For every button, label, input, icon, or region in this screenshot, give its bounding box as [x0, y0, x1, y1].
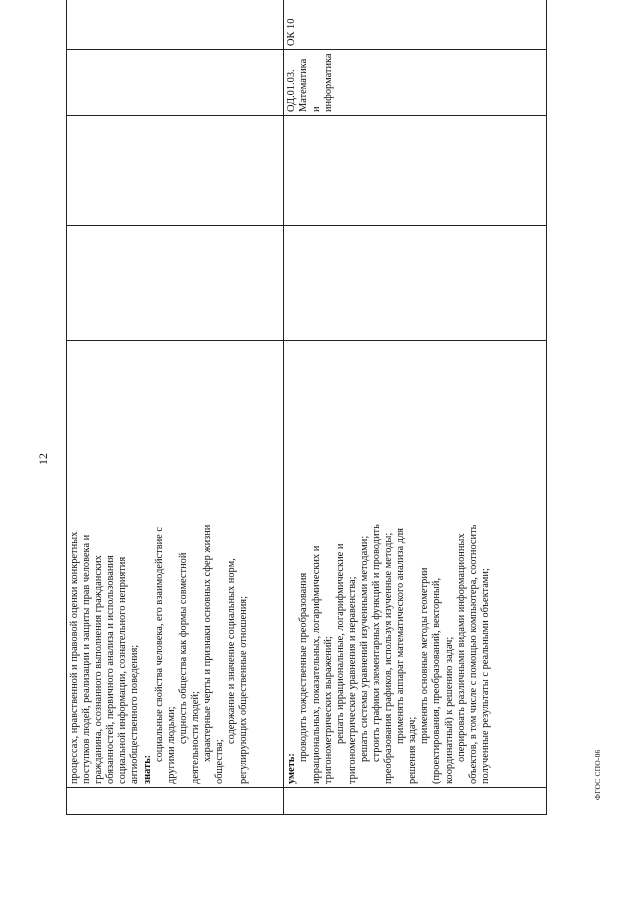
text-line: объектов, в том числе с помощью компьютера, соотносить	[467, 524, 479, 784]
content-cell-top	[67, 341, 284, 788]
text-line: гражданина, осознанного выполнения гражданских	[93, 555, 105, 784]
table-row	[284, 0, 547, 815]
text-line: проводить тождественные преобразования	[298, 572, 310, 762]
text-line: иррациональных, показательных, логарифмических и	[310, 545, 322, 784]
footer-standard: ФГОС СПО-06	[593, 749, 602, 800]
text-line: тригонометрических выражений;	[322, 636, 334, 784]
text-line: оперировать различными видами информационных	[455, 533, 467, 762]
text-line: решения задач;	[407, 716, 419, 784]
text-line: координатный) к решению задач;	[443, 636, 455, 784]
empty-cell	[67, 50, 284, 116]
text-line: деятельности людей;	[189, 691, 201, 784]
empty-cell	[284, 116, 547, 226]
text-line: регулирующих общественные отношения;	[238, 596, 250, 784]
text-line: применять аппарат математического анализа для	[395, 528, 407, 744]
text-line: обязанностей, первичного анализа и использования	[105, 555, 117, 784]
competency-table	[66, 0, 547, 815]
text-line: (проектирования, преобразований, векторный,	[431, 577, 443, 784]
text-line: сущность общества как формы совместной	[177, 552, 189, 744]
empty-cell	[67, 116, 284, 226]
text-line: социальной информации, сознательного неприятия	[117, 556, 129, 784]
table-row	[67, 0, 284, 815]
text-line: применять основные методы геометрии	[419, 567, 431, 744]
discipline-cell: ОД.01.03. Математика и информатика	[284, 50, 547, 116]
empty-cell	[284, 788, 547, 815]
competence-cell: ОК 10	[284, 0, 547, 50]
content-cell-bottom	[284, 341, 547, 788]
text-line: уметь:	[286, 753, 298, 784]
text-line: общества;	[214, 739, 226, 784]
text-line: процессах, нравственной и правовой оценки конкретных	[69, 531, 80, 784]
text-line: антиобщественного поведения;	[129, 644, 141, 784]
text-line: решать иррациональные, логарифмические и	[334, 543, 346, 744]
empty-cell	[67, 0, 284, 50]
text-line: преобразования графиков, используя изученные методы;	[383, 532, 395, 784]
empty-cell	[67, 788, 284, 815]
text-line: полученные результаты с реальными объектами;	[479, 568, 491, 784]
empty-cell	[284, 226, 547, 341]
text-line: характерные черты и признаки основных сфер жизни	[202, 524, 214, 762]
text-line: содержание и значение социальных норм,	[226, 558, 238, 744]
text-line: решать системы уравнений изученными методами;	[358, 535, 370, 762]
text-line: социальные свойства человека, его взаимодействие с	[153, 527, 165, 762]
page-number: 12	[36, 453, 50, 465]
text-line: строить графики элементарных функций и проводить	[370, 524, 382, 762]
text-line: знать:	[141, 754, 153, 784]
text-line: поступков людей, реализации и защиты прав человека и	[81, 534, 93, 784]
text-line: тригонометрические уравнения и неравенства;	[346, 576, 358, 784]
text-line: другими людьми;	[165, 706, 177, 784]
empty-cell	[67, 226, 284, 341]
